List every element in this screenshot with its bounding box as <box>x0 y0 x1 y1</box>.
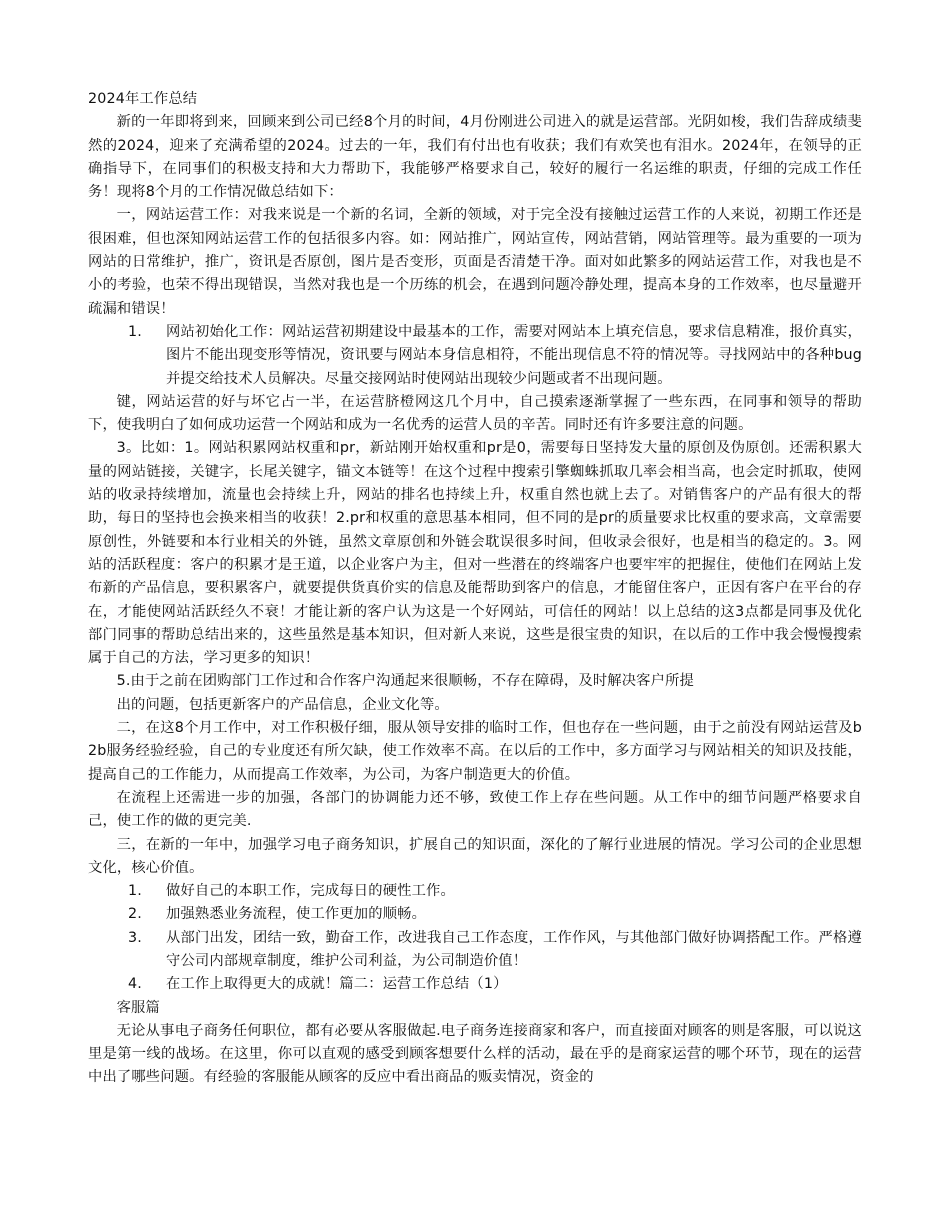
list-item-text: 做好自己的本职工作，完成每日的硬性工作。 <box>166 883 455 900</box>
list-item-number: 1. <box>128 323 142 340</box>
point-five-continuation: 出的问题，包括更新客户的产品信息，企业文化等。 <box>116 696 449 713</box>
list-item-text: 从部门出发，团结一致，勤奋工作，改进我自己工作态度，工作作风，与其他部门做好协调搭配工作。严格遵守公司内部规章制度，维护公司利益，为公司制造价值！ <box>166 929 862 969</box>
list-item <box>88 973 862 996</box>
point-five-paragraph: 5.由于之前在团购部门工作过和合作客户沟通起来很顺畅，不存在障碍，及时解决客户所提 <box>116 673 694 690</box>
customer-service-paragraph: 无论从事电子商务任何职位，都有必要从客服做起.电子商务连接商家和客户，而直接面对顾客的则是客服，可以说这里是第一线的战场。在这里，你可以直观的感受到顾客想要什么样的活动，最在乎的是商家运营的哪个环节，现在的运营中出了哪些问题。有经验的客服能从顾客的反应中看出商品的贩卖情况，资金的 <box>88 1022 862 1086</box>
document-title: 2024年工作总结 <box>88 91 198 107</box>
list-item-text: 网站初始化工作：网站运营初期建设中最基本的工作，需要对网站本上填充信息，要求信息精准，报价真实，图片不能出现变形等情况，资讯要与网站本身信息相符，不能出现信息不符的情况等。寻找网站中的各种bug并提交给技术人员解决。尽量交接网站时使网站出现较少问题或者不出现问题。 <box>166 323 862 387</box>
list-item <box>88 880 862 903</box>
numbered-list-two <box>88 880 862 996</box>
numbered-list-one <box>88 321 862 391</box>
section-two-paragraph: 二，在这8个月工作中，对工作积极仔细，服从领导安排的临时工作，但也存在一些问题，由于之前没有网站运营及b2b服务经验经验，自己的专业度还有所欠缺，使工作效率不高。在以后的工作中，多方面学习与网站相关的知识及技能，提高自己的工作能力，从而提高工作效率，为公司，为客户制造更大的价值。 <box>88 720 862 783</box>
intro-paragraph: 新的一年即将到来，回顾来到公司已经8个月的时间，4月份刚进公司进入的就是运营部。光阴如梭，我们告辞成绩斐然的2024，迎来了充满希望的2024。过去的一年，我们有付出也有收获；我们有欢笑也有泪水。2024年，在领导的正确指导下，在同事们的积极支持和大力帮助下，我能够严格要求自己，较好的履行一名运维的职责，仔细的完成工作任务！现将8个月的工作情况做总结如下： <box>88 114 862 201</box>
list-item-text: 加强熟悉业务流程，使工作更加的顺畅。 <box>166 906 427 923</box>
list-item <box>88 903 862 926</box>
list-item-number: 2. <box>128 906 142 923</box>
list-item <box>88 927 862 974</box>
section-three-paragraph: 三，在新的一年中，加强学习电子商务知识，扩展自己的知识面，深化的了解行业进展的情况。学习公司的企业思想文化，核心价值。 <box>88 836 862 876</box>
list-item-text: 在工作上取得更大的成就！篇二：运营工作总结（1） <box>166 976 508 993</box>
examples-paragraph: 3。比如：1。网站积累网站权重和pr，新站刚开始权重和pr是0，需要每日坚持发大量的原创及伪原创。还需积累大量的网站链接，关键字，长尾关键字，锚文本链等！在这个过程中搜索引擎蜘蛛抓取几率会相当高，也会定时抓取，使网站的收录持续增加，流量也会持续上升，网站的排名也持续上升，权重自然也就上去了。对销售客户的产品有很大的帮助，每日的坚持也会换来相当的收获！2.pr和权重的意思基本相同，但不同的是pr的质量要求比权重的要求高，文章需要原创性，外链要和本行业相关的外链，虽然文章原创和外链会耽误很多时间，但收录会很好，也是相当的稳定的。3。网站的活跃程度：客户的积累才是王道，以企业客户为主，但对一些潜在的终端客户也要牢牢的把握住，使他们在网站上发布新的产品信息，要积累客户，就要提供货真价实的信息及能帮助到客户的信息，才能留住客户，正因有客户在平台的存在，才能使网站活跃经久不衰！才能让新的客户认为这是一个好网站，可信任的网站！以上总结的这3点都是同事及优化部门同事的帮助总结出来的，这些虽然是基本知识，但对新人来说，这些是很宝贵的知识，在以后的工作中我会慢慢搜索属于自己的方法，学习更多的知识！ <box>88 440 862 667</box>
key-points-paragraph: 键，网站运营的好与坏它占一半，在运营脐橙网这几个月中，自己摸索逐渐掌握了一些东西，在同事和领导的帮助下，使我明白了如何成功运营一个网站和成为一名优秀的运营人员的辛苦。同时还有许多要注意的问题。 <box>88 393 862 434</box>
section-one-paragraph: 一，网站运营工作：对我来说是一个新的名词，全新的领域，对于完全没有接触过运营工作的人来说，初期工作还是很困难，但也深知网站运营工作的包括很多内容。如：网站推广，网站宣传，网站营销，网站管理等。最为重要的一项为网站的日常维护，推广，资讯是否原创，图片是否变形，页面是否清楚干净。面对如此繁多的网站运营工作，对我也是不小的考验，也荣不得出现错误，当然对我也是一个历练的机会，在遇到问题冷静处理，提高本身的工作效率，也尽量避开疏漏和错误！ <box>88 207 862 317</box>
list-item-number: 3. <box>128 929 142 946</box>
list-item <box>88 321 862 391</box>
process-paragraph: 在流程上还需进一步的加强，各部门的协调能力还不够，致使工作上存在些问题。从工作中的细节问题严格要求自己，使工作的做的更完美. <box>88 789 862 830</box>
subsection-heading: 客服篇 <box>116 999 160 1016</box>
list-item-number: 4. <box>128 976 142 993</box>
list-item-number: 1. <box>128 883 142 900</box>
